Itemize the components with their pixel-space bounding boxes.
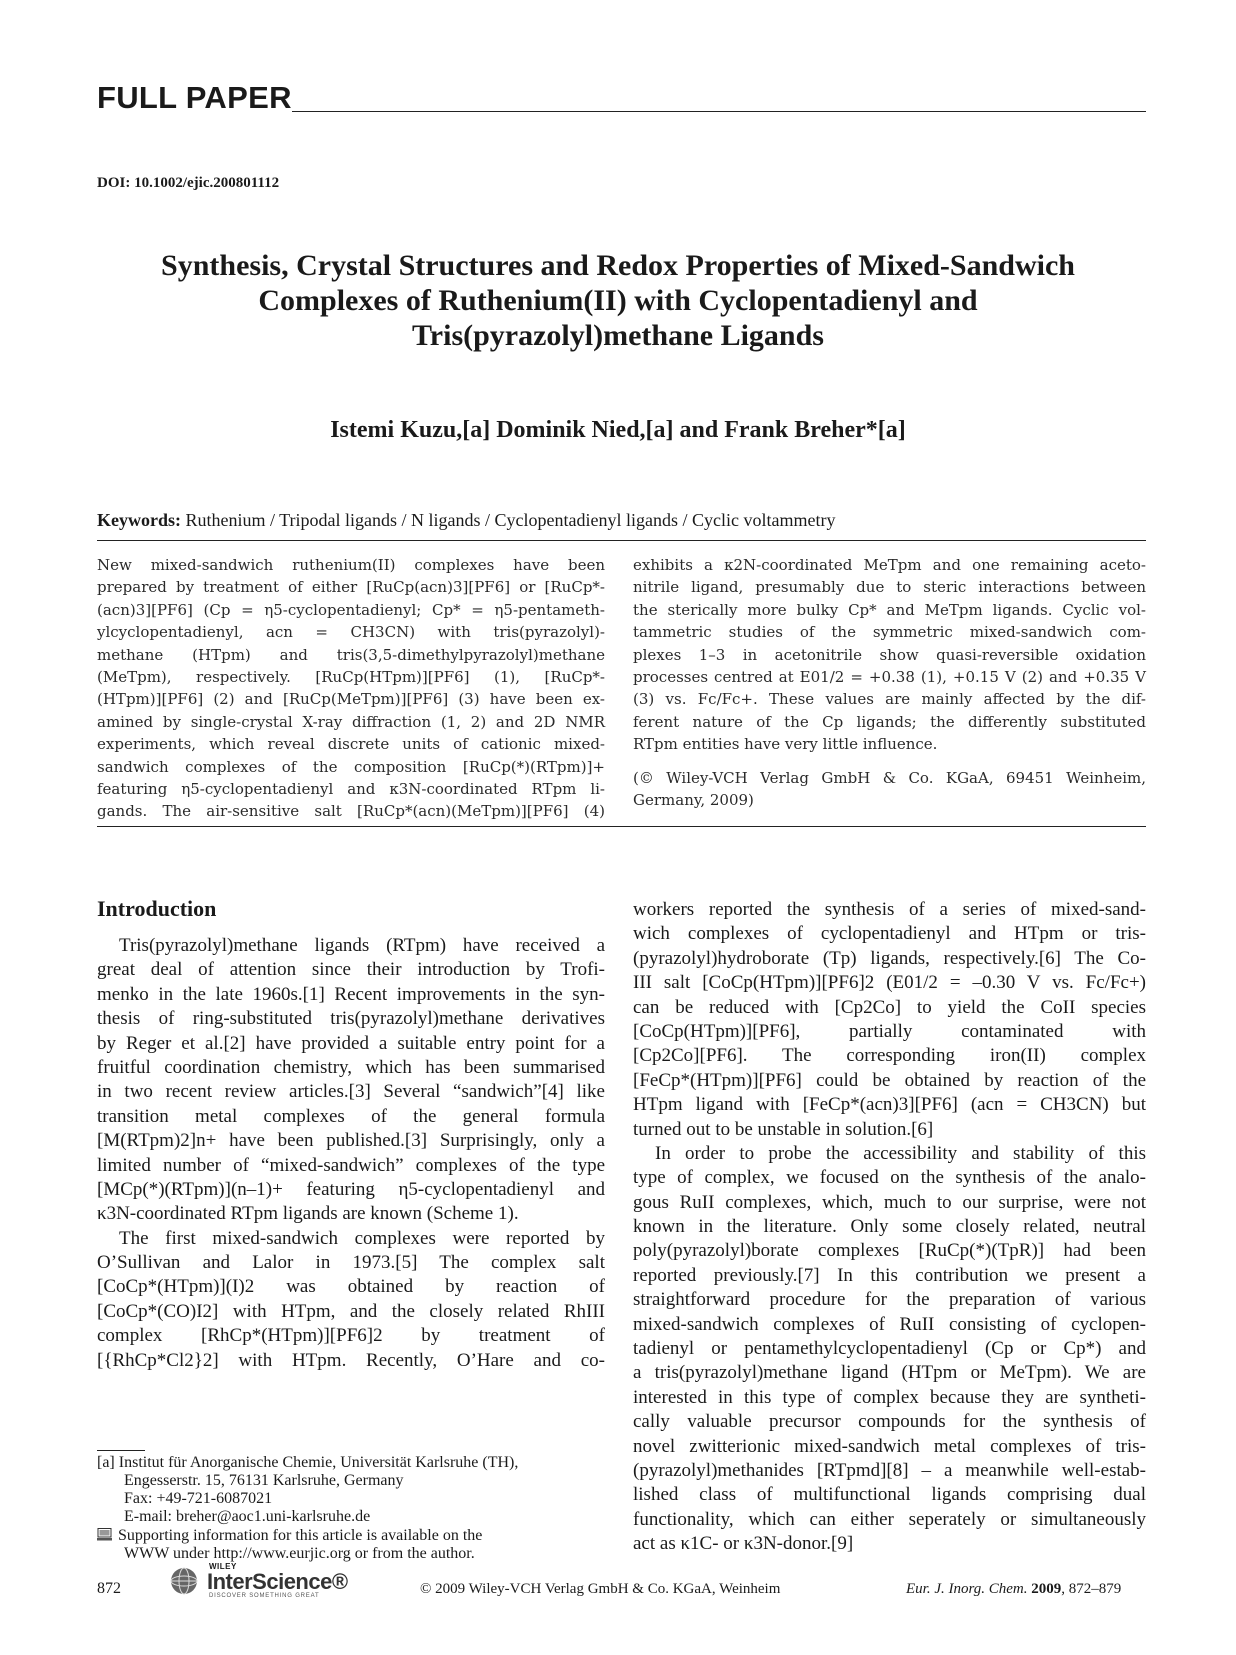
body-line: [M(RTpm)2]n+ have been published.[3] Surprisingly, only a xyxy=(97,1130,605,1152)
computer-icon xyxy=(97,1528,112,1541)
logo-name: InterScience® xyxy=(207,1569,348,1594)
journal-citation xyxy=(906,1581,1121,1598)
body-line: [CoCp(HTpm)][PF6], partially contaminated with xyxy=(633,1020,1146,1042)
abstract-line: (acn)3][PF6] (Cp = η5-cyclopentadienyl; Cp* = η5-pentameth- xyxy=(97,600,605,619)
footer-copyright: © 2009 Wiley-VCH Verlag GmbH & Co. KGaA, Weinheim xyxy=(420,1581,781,1597)
abstract-line: (HTpm)][PF6] (2) and [RuCp(MeTpm)][PF6] (3) have been ex- xyxy=(97,690,605,709)
body-line: Tris(pyrazolyl)methane ligands (RTpm) have received a xyxy=(119,935,605,956)
body-line: wich complexes of cyclopentadienyl and HTpm or tris- xyxy=(633,923,1146,945)
abstract-line: New mixed-sandwich ruthenium(II) complexes have been xyxy=(97,556,605,574)
footnote-rule xyxy=(97,1450,145,1451)
footnote-line: Supporting information for this article is available on the xyxy=(118,1527,483,1544)
body-line: by Reger et al.[2] have provided a suitable entry point for a xyxy=(97,1032,605,1054)
abstract-line: exhibits a κ2N-coordinated MeTpm and one remaining aceto- xyxy=(633,556,1146,574)
doi: DOI: 10.1002/ejic.200801112 xyxy=(97,175,280,191)
body-line: type of complex, we focused on the synthesis of the analo- xyxy=(633,1167,1146,1189)
supporting-info-footnote xyxy=(97,1527,607,1563)
section-heading: Introduction xyxy=(97,896,217,921)
body-line: III salt [CoCp(HTpm)][PF6]2 (E01/2 = –0.30 V vs. Fc/Fc+) xyxy=(633,972,1146,994)
article-title xyxy=(110,248,1126,353)
body-line: [CoCp*(CO)I2] with HTpm, and the closely related RhIII xyxy=(97,1300,605,1322)
abstract-line: (3) vs. Fc/Fc+. These values are mainly affected by the dif- xyxy=(633,690,1146,709)
abstract-line: ferent nature of the Cp ligands; the differently substituted xyxy=(633,712,1146,731)
authors: Istemi Kuzu,[a] Dominik Nied,[a] and Frank Breher*[a] xyxy=(330,417,906,443)
body-line: act as κ1C- or κ3N-donor.[9] xyxy=(633,1533,854,1555)
body-line: [{RhCp*Cl2}2] with HTpm. Recently, O’Hare and co- xyxy=(97,1349,605,1371)
footnote-line: E-mail: breher@aoc1.uni-karlsruhe.de xyxy=(124,1508,371,1525)
body-line: [MCp(*)(RTpm)](n–1)+ featuring η5-cyclopentadienyl and xyxy=(97,1178,605,1200)
footnote-line: Engesserstr. 15, 76131 Karlsruhe, Germany xyxy=(124,1472,404,1489)
body-line: tadienyl or pentamethylcyclopentadienyl (Cp or Cp*) and xyxy=(633,1338,1146,1360)
body-line: lished class of multifunctional ligands comprising dual xyxy=(633,1484,1146,1506)
body-line: can be reduced with [Cp2Co] to yield the CoII species xyxy=(633,996,1146,1018)
footnote-line: [a] Institut für Anorganische Chemie, Universität Karlsruhe (TH), xyxy=(97,1454,519,1471)
keywords xyxy=(97,510,1147,531)
logo-tagline: DISCOVER SOMETHING GREAT xyxy=(209,1593,320,1599)
body-line: novel zwitterionic mixed-sandwich metal complexes of tris- xyxy=(633,1435,1146,1457)
abstract-line: ylcyclopentadienyl, acn = CH3CN) with tris(pyrazolyl)- xyxy=(97,623,605,642)
body-line: O’Sullivan and Lalor in 1973.[5] The complex salt xyxy=(97,1252,605,1274)
abstract-line: amined by single-crystal X-ray diffraction (1, 2) and 2D NMR xyxy=(97,712,605,731)
header-rule xyxy=(292,111,1146,112)
body-line: κ3N-coordinated RTpm ligands are known (Scheme 1). xyxy=(97,1203,519,1225)
abstract-line: processes centred at E01/2 = +0.38 (1), +0.15 V (2) and +0.35 V xyxy=(633,667,1146,686)
body-line: The first mixed-sandwich complexes were reported by xyxy=(119,1227,605,1249)
abstract-right xyxy=(633,554,1146,811)
journal-pages: , 872–879 xyxy=(1061,1581,1122,1597)
abstract-line: methane (HTpm) and tris(3,5-dimethylpyrazolyl)methane xyxy=(97,645,605,664)
abstract-line: experiments, which reveal discrete units of cationic mixed- xyxy=(97,735,605,754)
body-line: [CoCp*(HTpm)](I)2 was obtained by reaction of xyxy=(97,1276,605,1298)
body-line: reported previously.[7] In this contribution we present a xyxy=(633,1264,1146,1286)
abstract-left xyxy=(97,554,605,823)
body-line: fruitful coordination chemistry, which has been summarised xyxy=(97,1056,605,1078)
abstract-line: nitrile ligand, presumably due to steric interactions between xyxy=(633,578,1146,597)
title-line: Synthesis, Crystal Structures and Redox Properties of Mixed-Sandwich xyxy=(161,249,1075,282)
body-right-column xyxy=(633,898,1146,1557)
body-left-column xyxy=(97,934,605,1373)
section-label: FULL PAPER xyxy=(97,80,292,115)
body-line: turned out to be unstable in solution.[6] xyxy=(633,1118,934,1140)
body-line: interested in this type of complex because they are syntheti- xyxy=(633,1386,1146,1408)
abstract-line: tammetric studies of the symmetric mixed-sandwich com- xyxy=(633,623,1146,642)
abstract-top-rule xyxy=(97,540,1146,541)
body-line: limited number of “mixed-sandwich” complexes of the type xyxy=(97,1154,605,1176)
body-line: transition metal complexes of the general formula xyxy=(97,1105,605,1127)
body-line: [FeCp*(HTpm)][PF6] could be obtained by reaction of the xyxy=(633,1069,1146,1091)
abstract-line: (MeTpm), respectively. [RuCp(HTpm)][PF6] (1), [RuCp*- xyxy=(97,667,605,686)
body-line: workers reported the synthesis of a series of mixed-sand- xyxy=(633,899,1146,920)
keywords-text: Ruthenium / Tripodal ligands / N ligands / Cyclopentadienyl ligands / Cyclic voltammetry xyxy=(185,510,836,530)
body-line: thesis of ring-substituted tris(pyrazolyl)methane derivatives xyxy=(97,1008,605,1030)
copyright-line: (© Wiley-VCH Verlag GmbH & Co. KGaA, 69451 Weinheim, xyxy=(633,768,1146,787)
body-line: cally valuable precursor compounds for the synthesis of xyxy=(633,1411,1146,1433)
body-line: complex [RhCp*(HTpm)][PF6]2 by treatment of xyxy=(97,1325,605,1347)
body-line: in two recent review articles.[3] Several “sandwich”[4] like xyxy=(97,1081,605,1103)
body-line: straightforward procedure for the preparation of various xyxy=(633,1289,1146,1311)
body-line: mixed-sandwich complexes of RuII consisting of cyclopen- xyxy=(633,1313,1146,1335)
body-line: gous RuII complexes, which, much to our surprise, were not xyxy=(633,1191,1146,1213)
journal-name: Eur. J. Inorg. Chem. xyxy=(906,1581,1028,1597)
abstract-bottom-rule xyxy=(97,826,1146,827)
abstract-line: featuring η5-cyclopentadienyl and κ3N-coordinated RTpm li- xyxy=(97,779,605,798)
body-line: [Cp2Co][PF6]. The corresponding iron(II) complex xyxy=(633,1045,1146,1067)
abstract-line: sandwich complexes of the composition [RuCp(*)(RTpm)]+ xyxy=(97,757,605,776)
body-line: (pyrazolyl)hydroborate (Tp) ligands, respectively.[6] The Co- xyxy=(633,947,1146,969)
body-line: great deal of attention since their introduction by Trofi- xyxy=(97,959,605,981)
body-line: a tris(pyrazolyl)methane ligand (HTpm or MeTpm). We are xyxy=(633,1362,1146,1384)
logo-wiley: WILEY xyxy=(209,1562,237,1571)
body-line: functionality, which can either seperately or simultaneously xyxy=(633,1508,1146,1530)
title-line: Complexes of Ruthenium(II) with Cyclopentadienyl and xyxy=(258,284,978,317)
footnote-line: Fax: +49-721-6087021 xyxy=(124,1490,273,1507)
page-number: 872 xyxy=(97,1580,121,1597)
body-line: In order to probe the accessibility and stability of this xyxy=(655,1142,1146,1164)
affiliation-footnote xyxy=(97,1454,607,1526)
abstract-line: RTpm entities have very little influence. xyxy=(633,735,938,754)
abstract-line: plexes 1–3 in acetonitrile show quasi-reversible oxidation xyxy=(633,645,1146,664)
abstract-line: gands. The air-sensitive salt [RuCp*(acn)(MeTpm)][PF6] (4) xyxy=(97,802,605,821)
interscience-logo xyxy=(167,1562,347,1600)
footnote-line: WWW under http://www.eurjic.org or from the author. xyxy=(124,1545,475,1562)
body-line: menko in the late 1960s.[1] Recent improvements in the syn- xyxy=(97,983,605,1005)
title-line: Tris(pyrazolyl)methane Ligands xyxy=(412,319,824,352)
body-line: (pyrazolyl)methanides [RTpmd][8] – a meanwhile well-estab- xyxy=(633,1459,1146,1481)
body-line: HTpm ligand with [FeCp*(acn)3][PF6] (acn = CH3CN) but xyxy=(633,1094,1146,1116)
body-line: poly(pyrazolyl)borate complexes [RuCp(*)(TpR)] had been xyxy=(633,1240,1146,1262)
abstract-line: prepared by treatment of either [RuCp(acn)3][PF6] or [RuCp*- xyxy=(97,578,605,597)
journal-year: 2009 xyxy=(1031,1581,1062,1597)
body-line: known in the literature. Only some closely related, neutral xyxy=(633,1216,1146,1238)
keywords-label: Keywords: xyxy=(97,510,181,530)
globe-icon xyxy=(167,1566,201,1596)
abstract-line: the sterically more bulky Cp* and MeTpm ligands. Cyclic vol- xyxy=(633,600,1146,619)
copyright-line: Germany, 2009) xyxy=(633,790,754,809)
